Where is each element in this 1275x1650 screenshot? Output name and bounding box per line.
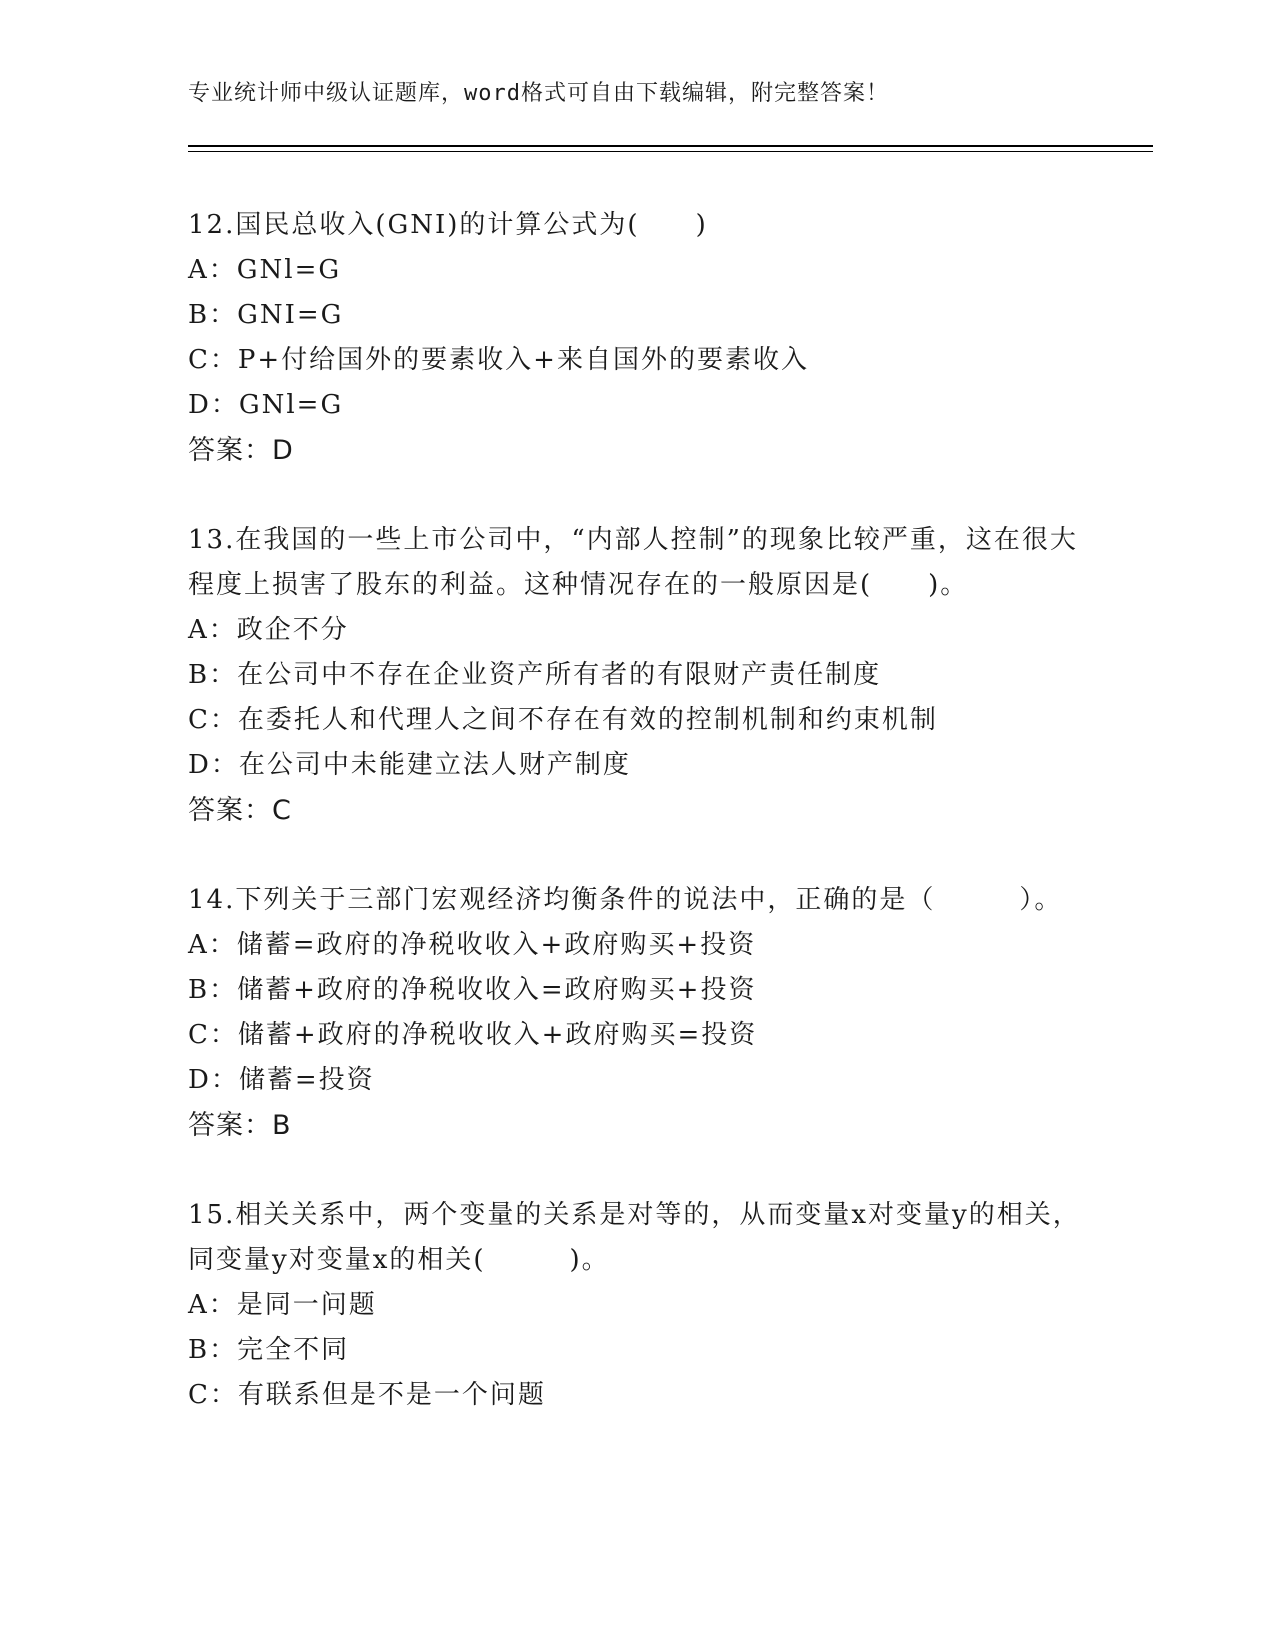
option-b: B：GNI=G [188, 300, 344, 330]
question-14 [188, 878, 1088, 1148]
question-text: 15.相关关系中，两个变量的关系是对等的，从而变量x对变量y的相关，同变量y对变量x的相关( )。 [188, 1200, 1081, 1275]
header-rule-thin [188, 151, 1153, 152]
question-text: 13.在我国的一些上市公司中，“内部人控制”的现象比较严重，这在很大程度上损害了股东的利益。这种情况存在的一般原因是( )。 [188, 525, 1078, 600]
option-b: B：储蓄+政府的净税收收入=政府购买+投资 [188, 975, 757, 1005]
option-b: B：在公司中不存在企业资产所有者的有限财产责任制度 [188, 660, 882, 690]
question-text: 14.下列关于三部门宏观经济均衡条件的说法中，正确的是（ ）。 [188, 885, 1063, 915]
answer: 答案：B [188, 1110, 292, 1141]
question-list [188, 203, 1088, 1463]
document-header: 专业统计师中级认证题库，word格式可自由下载编辑，附完整答案！ [188, 81, 889, 106]
option-c: C：储蓄+政府的净税收收入+政府购买=投资 [188, 1020, 758, 1050]
question-15 [188, 1193, 1088, 1418]
option-d: D：储蓄=投资 [188, 1065, 375, 1095]
header-rule-thick [188, 145, 1153, 147]
option-a: A：GNl=G [188, 255, 342, 285]
option-c: C：在委托人和代理人之间不存在有效的控制机制和约束机制 [188, 705, 938, 735]
option-c: C：P+付给国外的要素收入+来自国外的要素收入 [188, 345, 809, 375]
question-13 [188, 518, 1088, 833]
option-d: D：GNl=G [188, 390, 344, 420]
option-a: A：政企不分 [188, 615, 349, 645]
option-b: B：完全不同 [188, 1335, 350, 1365]
option-a: A：是同一问题 [188, 1290, 377, 1320]
answer: 答案：D [188, 435, 294, 466]
question-text: 12.国民总收入(GNI)的计算公式为( ) [188, 210, 708, 240]
option-d: D：在公司中未能建立法人财产制度 [188, 750, 631, 780]
option-c: C：有联系但是不是一个问题 [188, 1380, 546, 1410]
option-a: A：储蓄=政府的净税收收入+政府购买+投资 [188, 930, 757, 960]
answer: 答案：C [188, 795, 292, 826]
question-12 [188, 203, 1088, 473]
